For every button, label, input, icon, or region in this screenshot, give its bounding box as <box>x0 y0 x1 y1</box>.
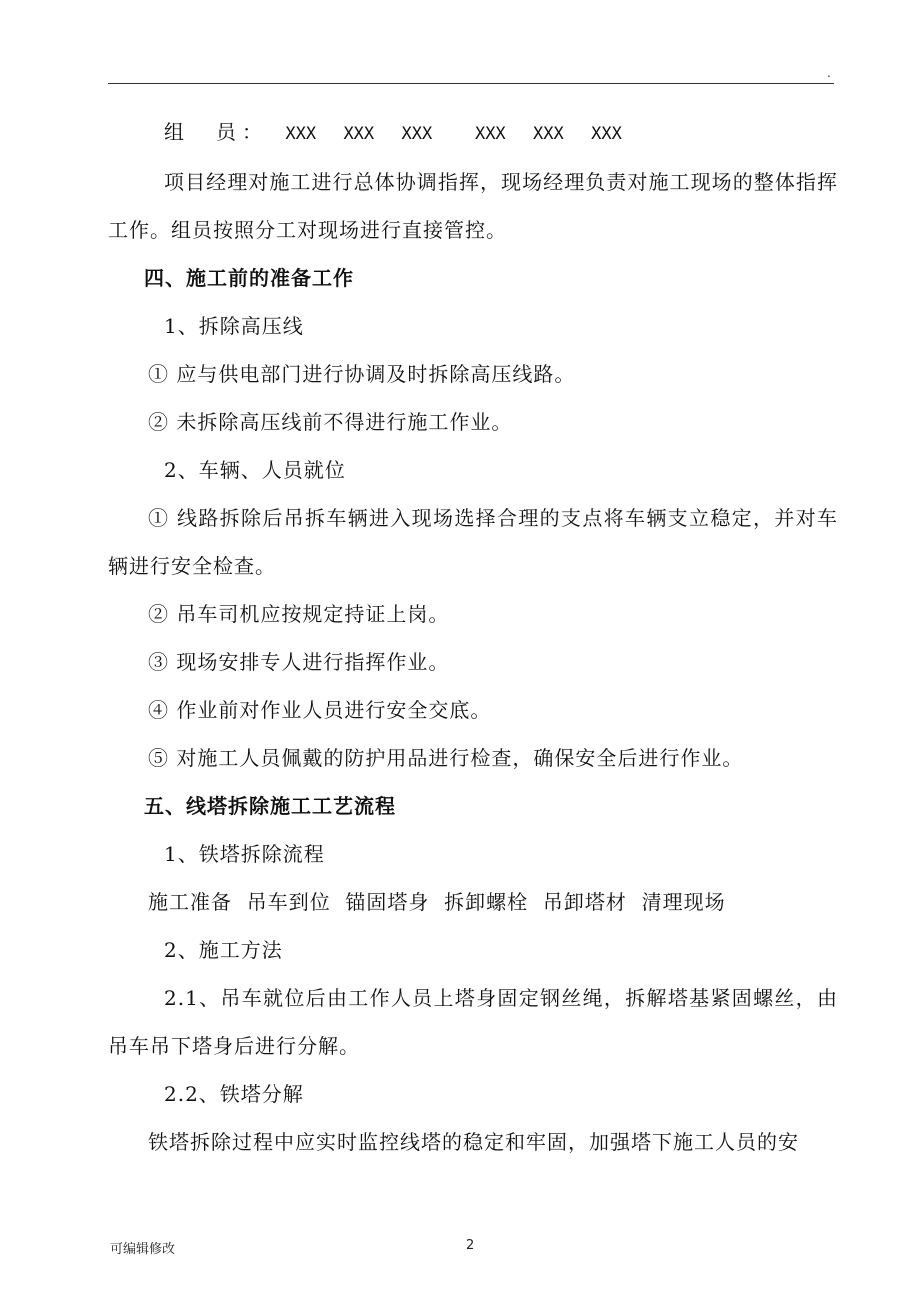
members-label: 组 员： <box>164 120 268 144</box>
footer-editable-note: 可编辑修改 <box>110 1242 176 1257</box>
subsection-title: 1、铁塔拆除流程 <box>164 842 325 866</box>
manager-description: 项目经理对施工进行总体协调指挥，现场经理负责对施工现场的整体指挥工作。组员按照分工对现场进行直接管控。 <box>108 170 838 242</box>
subsection-title: 2.2、铁塔分解 <box>164 1082 304 1106</box>
list-item: ① 线路拆除后吊拆车辆进入现场选择合理的支点将车辆支立稳定，并对车辆进行安全检查。 <box>108 506 838 578</box>
member-name: XXX <box>591 124 622 144</box>
member-name: XXX <box>474 124 506 144</box>
member-name: XXX <box>533 124 564 144</box>
member-name: XXX <box>285 124 317 144</box>
list-item: ② 吊车司机应按规定持证上岗。 <box>148 602 450 626</box>
header-rule <box>108 83 834 84</box>
subsection-1-title: 1、拆除高压线 <box>164 314 304 338</box>
page-body <box>108 108 838 1166</box>
page-number: 2 <box>466 1238 475 1253</box>
list-item: ⑤ 对施工人员佩戴的防护用品进行检查，确保安全后进行作业。 <box>148 746 744 770</box>
section-heading-4: 四、施工前的准备工作 <box>144 266 354 290</box>
body-text: 铁塔拆除过程中应实时监控线塔的稳定和牢固，加强塔下施工人员的安 <box>148 1130 799 1154</box>
members-line <box>108 108 838 158</box>
member-name: XXX <box>343 124 375 144</box>
member-name: XXX <box>401 124 433 144</box>
process-flow: 施工准备 吊车到位 锚固塔身 拆卸螺栓 吊卸塔材 清理现场 <box>148 890 726 914</box>
section-heading-5: 五、线塔拆除施工工艺流程 <box>144 794 396 818</box>
method-paragraph: 2.1、吊车就位后由工作人员上塔身固定钢丝绳，拆解塔基紧固螺丝，由吊车吊下塔身后进行分解。 <box>108 986 838 1058</box>
list-item: ② 未拆除高压线前不得进行施工作业。 <box>148 410 513 434</box>
subsection-title: 2、施工方法 <box>164 938 283 962</box>
header-mark: . <box>827 66 831 80</box>
list-item: ① 应与供电部门进行协调及时拆除高压线路。 <box>148 362 576 386</box>
subsection-2-title: 2、车辆、人员就位 <box>164 458 346 482</box>
list-item: ④ 作业前对作业人员进行安全交底。 <box>148 698 492 722</box>
list-item: ③ 现场安排专人进行指挥作业。 <box>148 650 450 674</box>
